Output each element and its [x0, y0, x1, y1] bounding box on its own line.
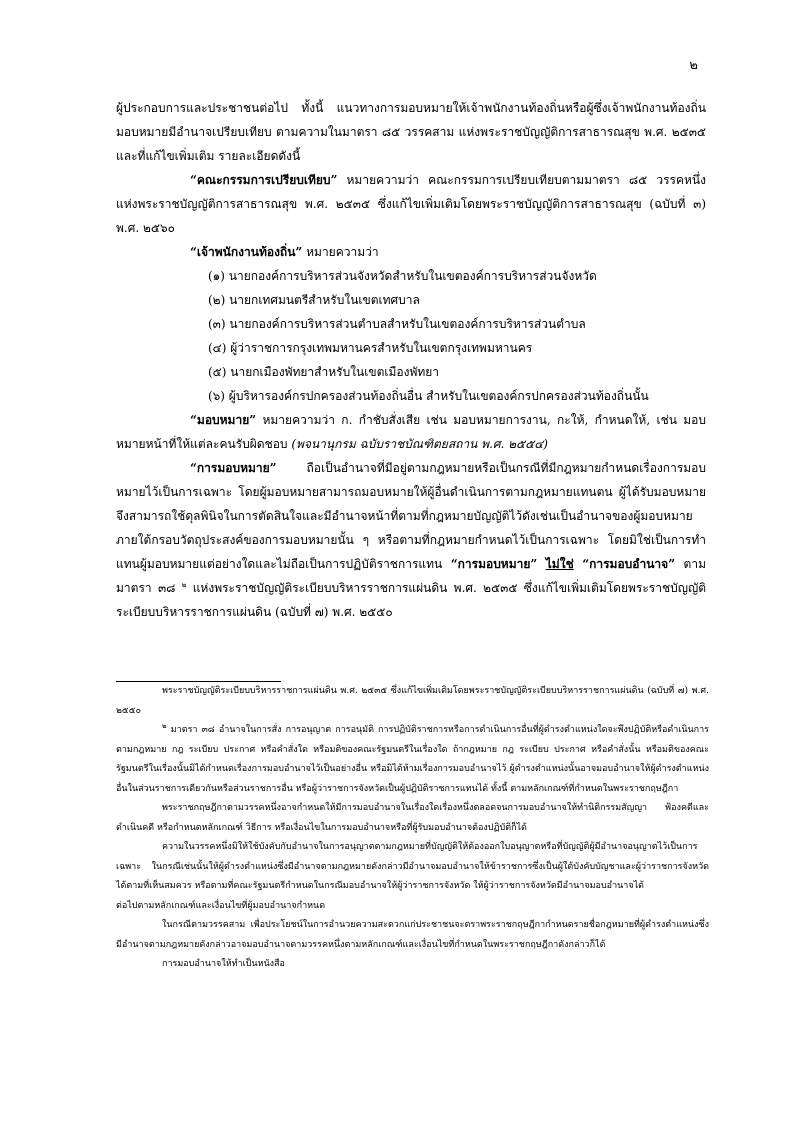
- definition-text: ถือเป็นอำนาจที่มีอยู่ตามกฎหมายหรือเป็นกรณีที่มีกฎหมายกำหนดเรื่องการมอบหมายไว้เป็นการเฉพาะ โดยผู้มอบหมายสามารถมอบหมายให้ผู้อื่นดำเนินการตามกฎหมายแทนตน ผู้ได้รับมอบหมายจึงสามารถใช้ดุลพินิจในการตัดสินใจและมีอำนาจหน้าที่ตามที่กฎหมายบัญญัติไว้ดังเช่นเป็นอำนาจของผู้มอบหมายภายใต้กรอบวัตถุประสงค์ของการมอบหมายนั้น ๆ หรือตามที่กฎหมายกำหนดไว้เป็นการเฉพาะ โดยมิใช่เป็นการทำแทนผู้มอบหมายแต่อย่างใดและไม่ถือเป็นการปฏิบัติราชการแทน: [116, 461, 706, 571]
- definition-term: “การมอบอำนาจ”: [582, 557, 676, 571]
- definition-assignment: [116, 456, 706, 624]
- footnote-1: พระราชบัญญัติระเบียบบริหารราชการแผ่นดิน พ.ศ. ๒๕๓๕ ซึ่งแก้ไขเพิ่มเติมโดยพระราชบัญญัติระเบียบบริหารราชการแผ่นดิน (ฉบับที่ ๗) พ.ศ. ๒๕๕๐: [116, 686, 709, 716]
- definition-term: “การมอบหมาย”: [190, 461, 277, 475]
- footnote-reference[interactable]: ๒: [181, 581, 187, 589]
- footnote-text: มาตรา ๓๘ อำนาจในการสั่ง การอนุญาต การอนุมัติ การปฏิบัติราชการหรือการดำเนินการอื่นที่ผู้ดำรงตำแหน่งใดจะพึงปฏิบัติหรือดำเนินการตามกฎหมาย กฎ ระเบียบ ประกาศ หรือคำสั่งใด หรือมติของคณะรัฐมนตรีในเรื่องใด ถ้ากฎหมาย กฎ ระเบียบ ประกาศ หรือคำสั่งนั้น หรือมติของคณะรัฐมนตรีในเรื่องนั้นมิได้กำหนดเรื่องการมอบอำนาจไว้เป็นอย่างอื่น หรือมิได้ห้ามเรื่องการมอบอำนาจไว้ ผู้ดำรงตำแหน่งนั้นอาจมอบอำนาจให้ผู้ดำรงตำแหน่งอื่นในส่วนราชการเดียวกันหรือส่วนราชการอื่น หรือผู้ว่าราชการจังหวัดเป็นผู้ปฏิบัติราชการแทนได้ ทั้งนี้ ตามหลักเกณฑ์ที่กำหนดในพระราชกฤษฎีกา: [116, 725, 709, 794]
- footnote-2: [116, 721, 709, 799]
- definition-text: แห่งพระราชบัญญัติระเบียบบริหารราชการแผ่นดิน พ.ศ. ๒๕๓๕ ซึ่งแก้ไขเพิ่มเติมโดยพระราชบัญญัติระเบียบบริหารราชการแผ่นดิน (ฉบับที่ ๗) พ.ศ. ๒๕๕๐: [116, 581, 706, 619]
- intro-paragraph: ผู้ประกอบการและประชาชนต่อไป ทั้งนี้ แนวทางการมอบหมายให้เจ้าพนักงานท้องถิ่นหรือผู้ซึ่งเจ้าพนักงานท้องถิ่นมอบหมายมีอำนาจเปรียบเทียบ ตามความในมาตรา ๘๕ วรรคสาม แห่งพระราชบัญญัติการสาธารณสุข พ.ศ. ๒๕๓๕ และที่แก้ไขเพิ่มเติม รายละเอียดดังนี้: [116, 101, 706, 163]
- footnote-marker: ๒: [162, 722, 167, 730]
- definition-local-officer: [116, 240, 706, 264]
- list-item: (๑) นายกองค์การบริหารส่วนจังหวัดสำหรับในเขตองค์การบริหารส่วนจังหวัด: [208, 269, 597, 283]
- list-item: (๓) นายกองค์การบริหารส่วนตำบลสำหรับในเขตองค์การบริหารส่วนตำบล: [208, 317, 586, 331]
- definition-comparison-committee: [116, 168, 706, 240]
- page-number: ๒: [689, 58, 698, 73]
- list-item: (๒) นายกเทศมนตรีสำหรับในเขตเทศบาล: [208, 293, 420, 307]
- footnote-3: พระราชกฤษฎีกาตามวรรคหนึ่งอาจกำหนดให้มีการมอบอำนาจในเรื่องใดเรื่องหนึ่งตลอดจนการมอบอำนาจให้ทำนิติกรรมสัญญา ฟ้องคดีและดำเนินคดี หรือกำหนดหลักเกณฑ์ วิธีการ หรือเงื่อนไขในการมอบอำนาจหรือที่ผู้รับมอบอำนาจต้องปฏิบัติก็ได้: [116, 803, 709, 833]
- list-item: (๕) นายกเมืองพัทยาสำหรับในเขตเมืองพัทยา: [208, 365, 440, 379]
- definition-term: “คณะกรรมการเปรียบเทียบ”: [190, 173, 338, 187]
- footnote-4: ความในวรรคหนึ่งมิให้ใช้บังคับกับอำนาจในการอนุญาตตามกฎหมายที่บัญญัติให้ต้องออกใบอนุญาตหรือที่บัญญัติผู้มีอำนาจอนุญาตไว้เป็นการเฉพาะ ในกรณีเช่นนั้นให้ผู้ดำรงตำแหน่งซึ่งมีอำนาจตามกฎหมายดังกล่าวมีอำนาจมอบอำนาจให้ข้าราชการซึ่งเป็นผู้ใต้บังคับบัญชาและผู้ว่าราชการจังหวัดได้ตามที่เห็นสมควร หรือตามที่คณะรัฐมนตรีกำหนดในกรณีมอบอำนาจให้ผู้ว่าราชการจังหวัด ให้ผู้ว่าราชการจังหวัดมีอำนาจมอบอำนาจได้: [116, 842, 709, 891]
- definition-term: “การมอบหมาย”: [450, 557, 538, 571]
- definition-text: หมายความว่า ก. กำชับสั่งเสีย เช่น มอบหมายการงาน, กะให้, กำหนดให้, เช่น มอบหมายหน้าที่ให้แต่ละคนรับผิดชอบ: [116, 413, 706, 451]
- definition-term: “มอบหมาย”: [190, 413, 257, 427]
- footnote-7: การมอบอำนาจให้ทำเป็นหนังสือ: [162, 959, 285, 969]
- dictionary-source: (พจนานุกรม ฉบับราชบัณฑิตยสถาน พ.ศ. ๒๕๕๔): [291, 437, 548, 451]
- definition-term: “เจ้าพนักงานท้องถิ่น”: [190, 245, 303, 259]
- footnote-6: ในกรณีตามวรรคสาม เพื่อประโยชน์ในการอำนวยความสะดวกแก่ประชาชนจะตราพระราชกฤษฎีกากำหนดรายชื่อกฎหมายที่ผู้ดำรงตำแหน่งซึ่งมีอำนาจตามกฎหมายดังกล่าวอาจมอบอำนาจตามวรรคหนึ่งตามหลักเกณฑ์และเงื่อนไขที่กำหนดในพระราชกฤษฎีกาดังกล่าวก็ได้: [116, 920, 709, 950]
- definition-text: หมายความว่า คณะกรรมการเปรียบเทียบตามมาตรา ๘๕ วรรคหนึ่ง แห่งพระราชบัญญัติการสาธารณสุข พ.ศ. ๒๕๓๕ ซึ่งแก้ไขเพิ่มเติมโดยพระราชบัญญัติการสาธารณสุข (ฉบับที่ ๓) พ.ศ. ๒๕๖๐: [116, 173, 706, 235]
- list-item: (๔) ผู้ว่าราชการกรุงเทพมหานครสำหรับในเขตกรุงเทพมหานคร: [208, 341, 533, 355]
- definition-text: ตามมาตรา ๓๘: [116, 557, 706, 595]
- definition-assign: [116, 408, 706, 456]
- definition-text: หมายความว่า: [302, 245, 379, 259]
- footnote-5: ต่อไปตามหลักเกณฑ์และเงื่อนไขที่ผู้มอบอำนาจกำหนด: [116, 900, 326, 911]
- footnotes: [116, 682, 709, 975]
- list-item: (๖) ผู้บริหารองค์กรปกครองส่วนท้องถิ่นอื่น สำหรับในเขตองค์กรปกครองส่วนท้องถิ่นนั้น: [208, 389, 649, 403]
- emphasis-not: ไม่ใช่: [545, 557, 574, 571]
- document-body: [116, 96, 706, 624]
